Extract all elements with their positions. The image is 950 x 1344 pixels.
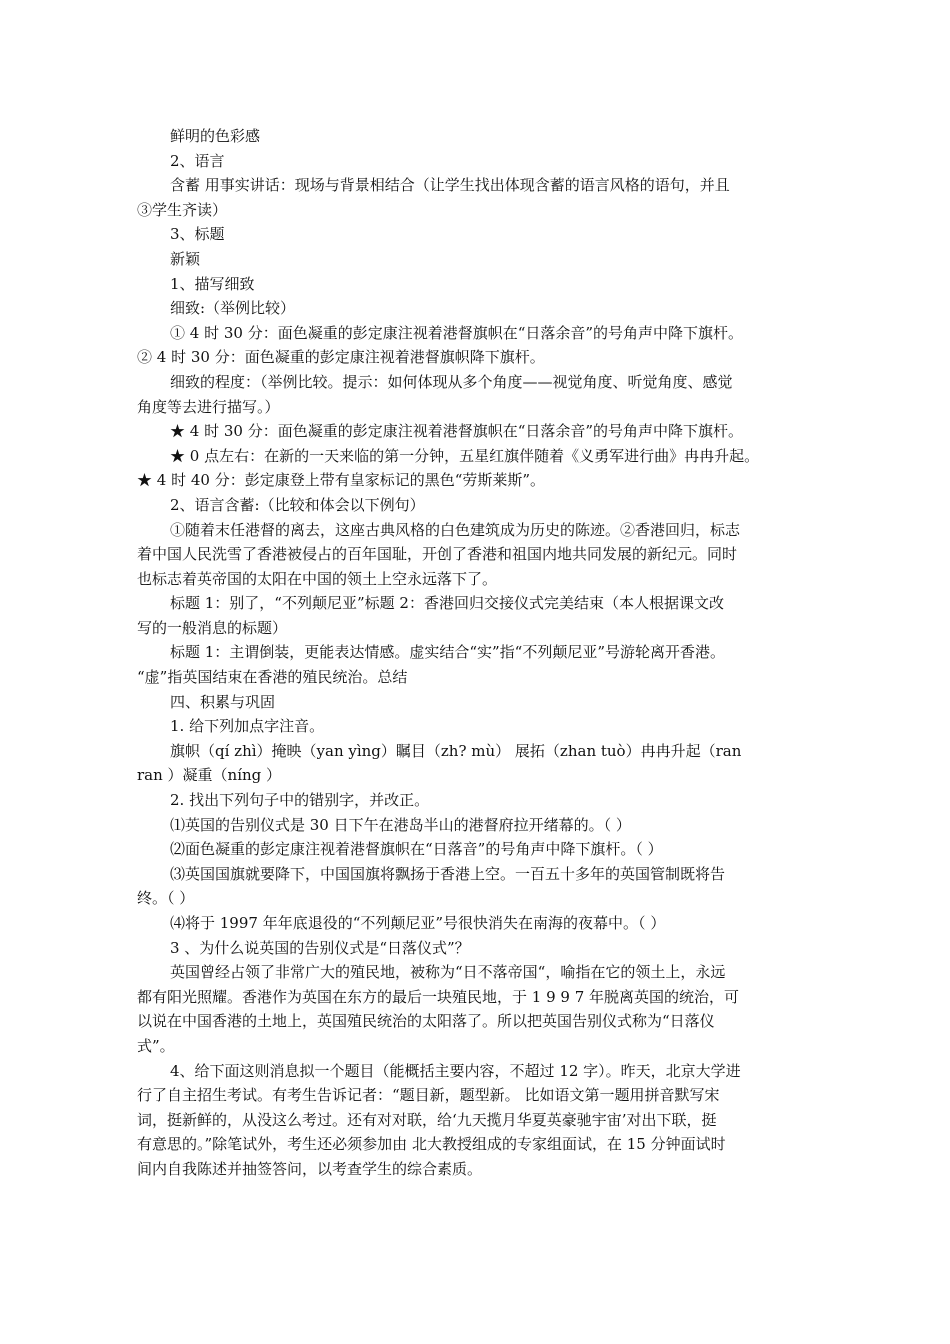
text-line: 鲜明的色彩感	[170, 127, 261, 145]
text-line: 细致的程度：（举例比较。提示：如何体现从多个角度——视觉角度、听觉角度、感觉	[170, 372, 733, 391]
text-line: ② 4 时 30 分：面色凝重的彭定康注视着港督旗帜降下旗杆。	[137, 348, 545, 367]
text-line: 词，挺新鲜的，从没这么考过。还有对对联，给‘九天揽月华夏英豪驰宇宙’对出下联，挺	[137, 1110, 717, 1129]
text-line: 间内自我陈述并抽签答问，以考查学生的综合素质。	[137, 1159, 483, 1178]
text-line: ran ）凝重（níng ）	[137, 766, 282, 785]
section-heading: 2、语言	[170, 151, 225, 170]
text-line: 行了自主招生考试。有考生告诉记者：“题目新，题型新。 比如语文第一题用拼音默写宋	[137, 1086, 720, 1105]
section-heading: 3、标题	[170, 225, 225, 244]
text-line: 英国曾经占领了非常广大的殖民地，被称为“日不落帝国“，喻指在它的领土上，永远	[170, 963, 726, 982]
exercise-heading: 3 、为什么说英国的告别仪式是“日落仪式”？	[170, 938, 470, 957]
document-body	[137, 124, 817, 1182]
text-line: 角度等去进行描写。）	[137, 397, 280, 416]
text-line: 标题 1：别了，“不列颠尼亚”标题 2：香港回归交接仪式完美结束（本人根据课文改	[170, 594, 724, 613]
text-line: 标题 1：主谓倒装，更能表达情感。虚实结合“实”指“不列颠尼亚”号游轮离开香港。	[170, 643, 725, 662]
text-line: 有意思的。”除笔试外，考生还必须参加由 北大教授组成的专家组面试，在 15 分钟面试时	[137, 1135, 726, 1154]
text-line: 旗帜（qí zhì）掩映（yan yìng）瞩目（zh? mù） 展拓（zhan tuò）冉冉升起（ran	[170, 741, 742, 760]
exercise-item: ⑶英国国旗就要降下，中国国旗将飘扬于香港上空。一百五十多年的英国管制既将告	[170, 864, 726, 883]
exercise-heading: 1. 给下列加点字注音。	[170, 717, 325, 736]
text-line: 以说在中国香港的土地上，英国殖民统治的太阳落了。所以把英国告别仪式称为“日落仪	[137, 1012, 715, 1031]
exercise-item: ⑷将于 1997 年年底退役的“不列颠尼亚”号很快消失在南海的夜幕中。（ ）	[170, 914, 666, 932]
section-heading: 2、语言含蓄:（比较和体会以下例句）	[170, 495, 425, 514]
text-line: 式”。	[137, 1036, 175, 1055]
exercise-item: ⑵面色凝重的彭定康注视着港督旗帜在“日落音”的号角声中降下旗杆。（ ）	[170, 840, 663, 859]
text-line: ★ 4 时 30 分：面色凝重的彭定康注视着港督旗帜在“日落余音”的号角声中降下旗杆。	[170, 422, 744, 441]
text-line: ③学生齐读）	[137, 200, 228, 219]
text-line: 细致:（举例比较）	[170, 299, 296, 318]
exercise-heading: 2. 找出下列句子中的错别字，并改正。	[170, 791, 430, 810]
text-line: 写的一般消息的标题）	[137, 618, 288, 637]
text-line: ① 4 时 30 分：面色凝重的彭定康注视着港督旗帜在“日落余音”的号角声中降下旗杆。	[170, 323, 744, 342]
text-line: 终。（ ）	[137, 889, 195, 908]
text-line: 含蓄 用事实讲话：现场与背景相结合（让学生找出体现含蓄的语言风格的语句，并且	[170, 176, 730, 195]
text-line: 也标志着英帝国的太阳在中国的领土上空永远落下了。	[137, 569, 498, 588]
text-line: ★ 0 点左右：在新的一天来临的第一分钟，五星红旗伴随着《义勇军进行曲》冉冉升起。	[170, 446, 760, 465]
text-line: ①随着末任港督的离去，这座古典风格的白色建筑成为历史的陈迹。②香港回归，标志	[170, 520, 741, 539]
text-line: 着中国人民洗雪了香港被侵占的百年国耻，开创了香港和祖国内地共同发展的新纪元。同时	[137, 545, 738, 564]
text-line: ★ 4 时 40 分：彭定康登上带有皇家标记的黑色“劳斯莱斯”。	[137, 471, 546, 490]
text-line: “虚”指英国结束在香港的殖民统治。总结	[137, 668, 408, 687]
exercise-item: ⑴英国的告别仪式是 30 日下午在港岛半山的港督府拉开绪幕的。（ ）	[170, 815, 631, 834]
text-line: 新颖	[170, 249, 201, 268]
text-line: 都有阳光照耀。香港作为英国在东方的最后一块殖民地，于 1 9 9 7 年脱离英国的统治，可	[137, 987, 740, 1006]
section-heading: 1、描写细致	[170, 274, 255, 293]
exercise-heading: 4、给下面这则消息拟一个题目（能概括主要内容，不超过 12 字）。昨天，北京大学进	[170, 1061, 741, 1080]
section-heading: 四、积累与巩固	[170, 692, 276, 711]
